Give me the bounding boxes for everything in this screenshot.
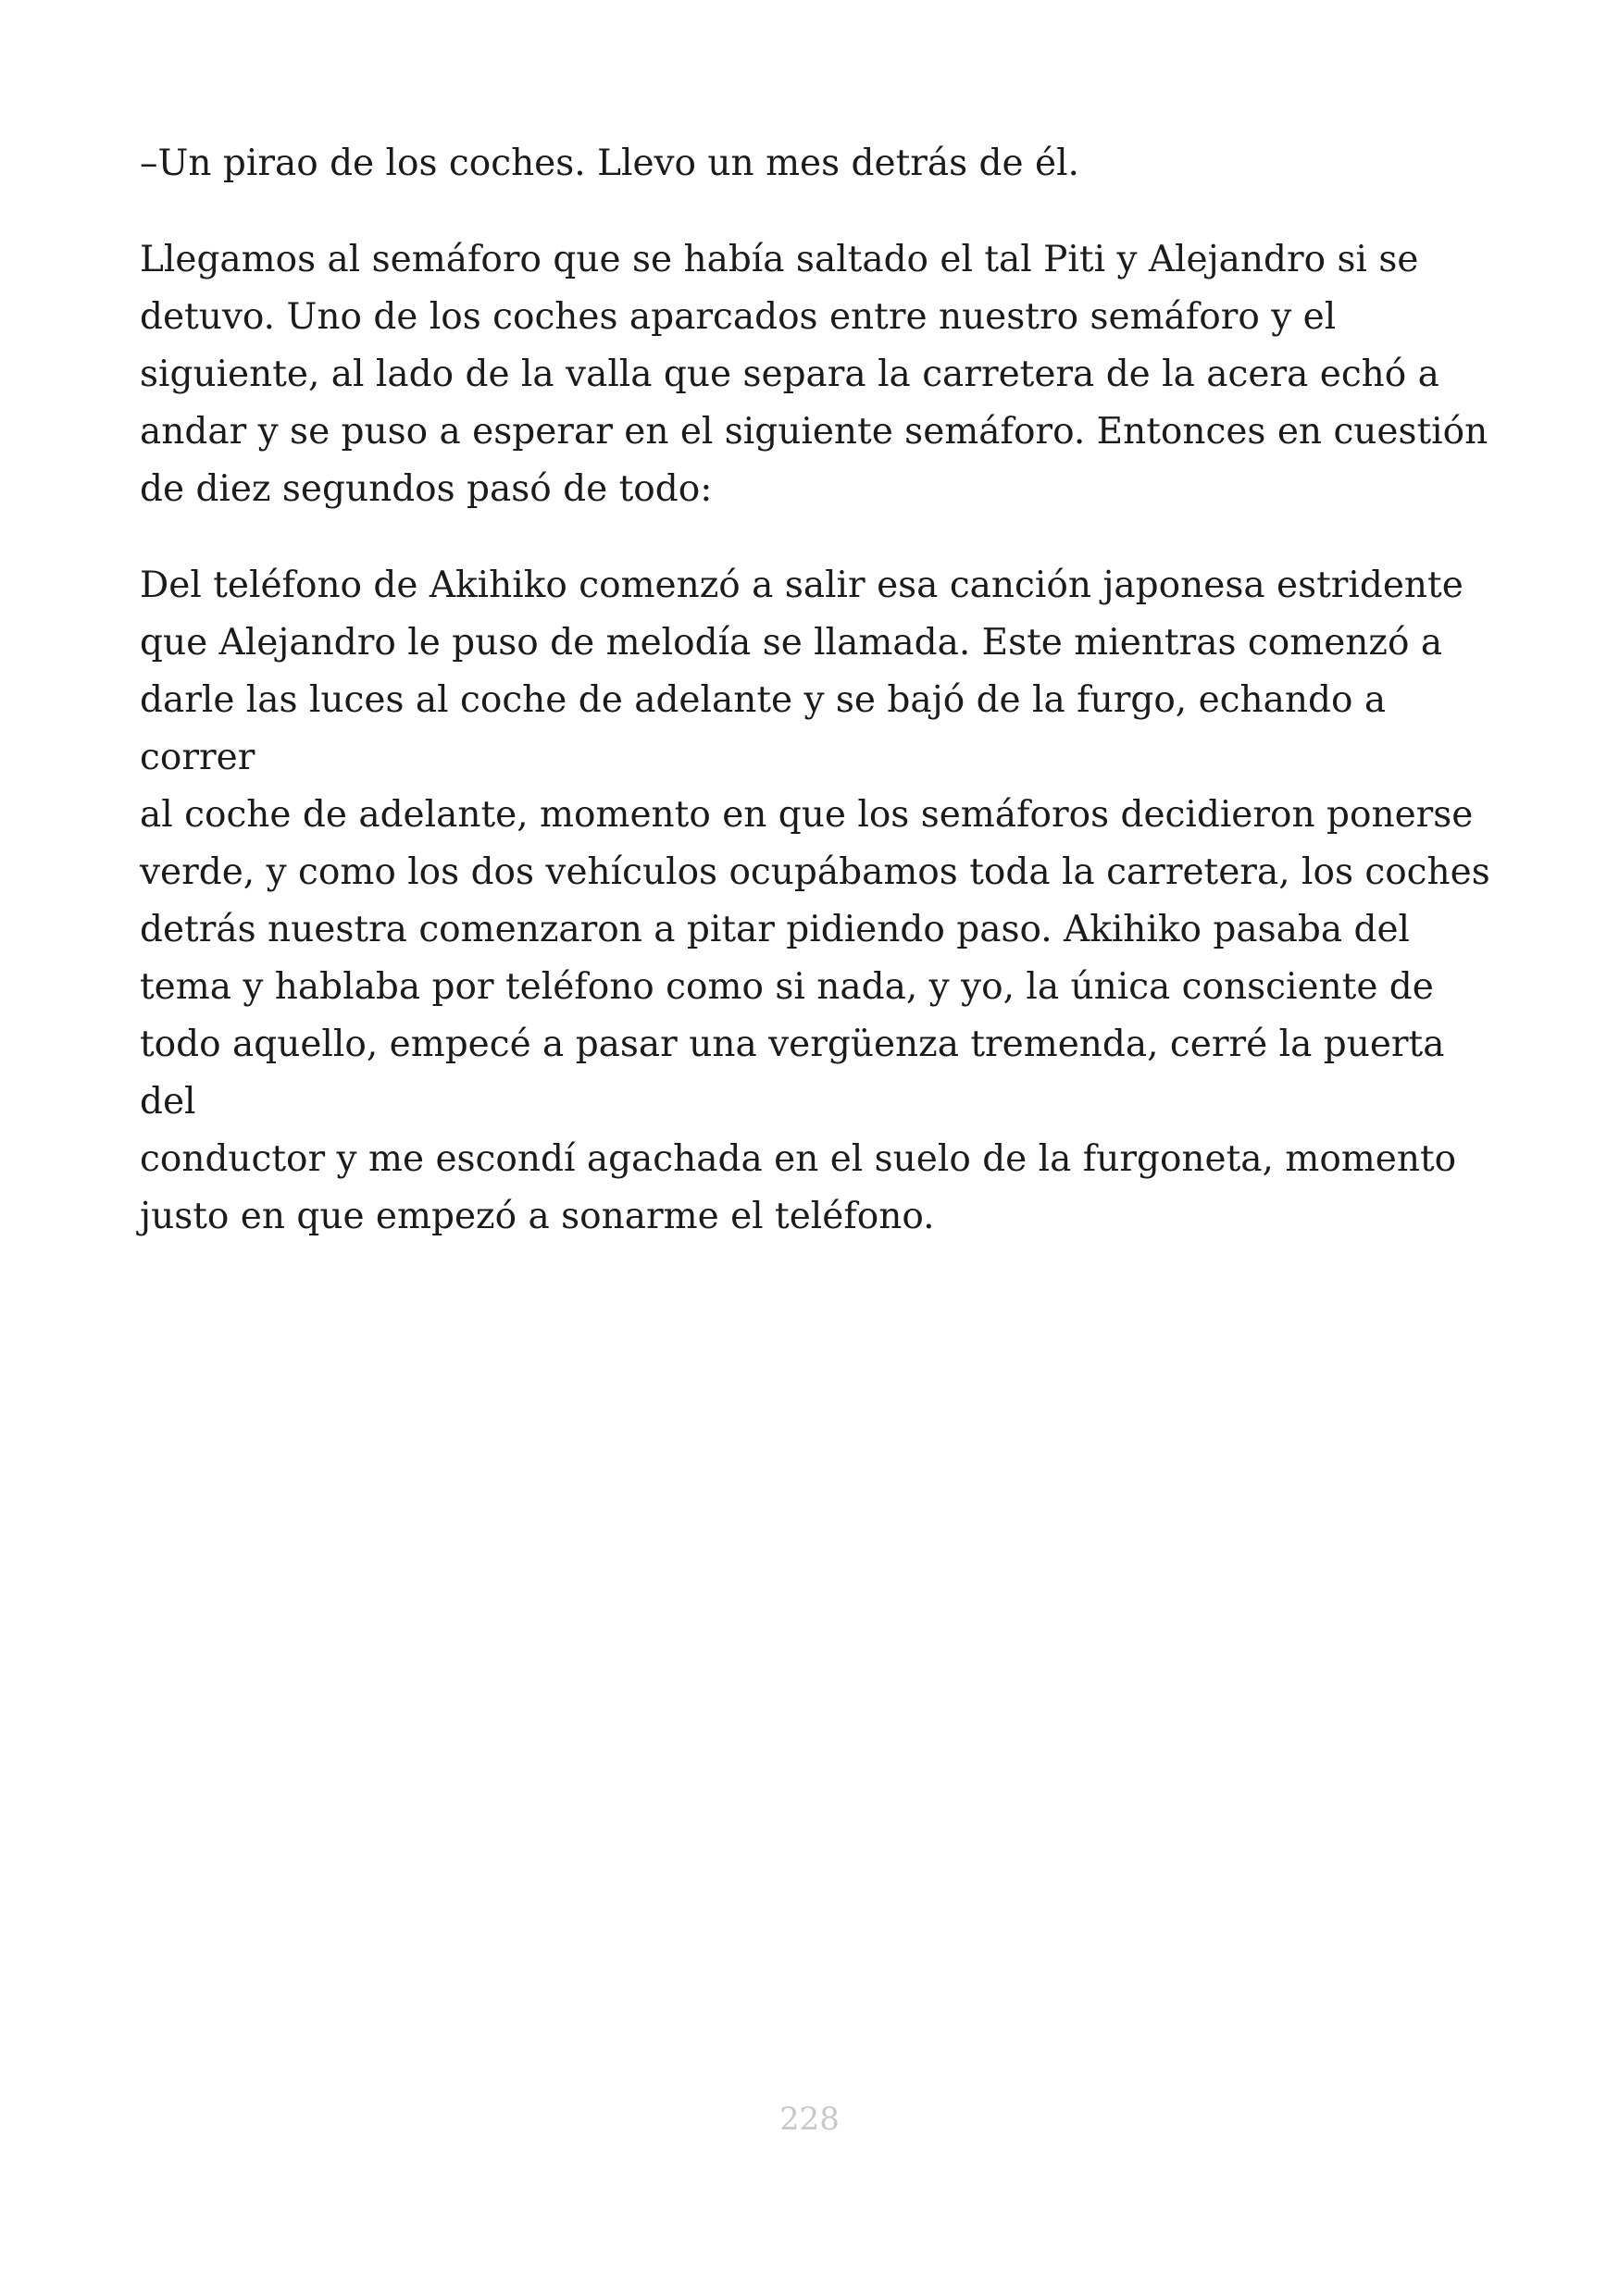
paragraph-phone-ringing: Del teléfono de Akihiko comenzó a salir esa canción japonesa estridente que Alejandro le puso de melodía se llamada. Este mientras comenzó a darle las luces al coche de adelante y se bajó de la furgo, echando a correr al coche de adelante, momento en que los semáforos decidieron ponerse verde, y como los dos vehículos ocupábamos toda la carretera, los coches detrás nuestra comenzaron a pitar pidiendo paso. Akihiko pasaba del tema y hablaba por teléfono como si nada, y yo, la única consciente de todo aquello, empecé a pasar una vergüenza tremenda, cerré la puerta del conductor y me escondí agachada en el suelo de la furgoneta, momento justo en que empezó a sonarme el teléfono. xyxy=(140,565,1490,1237)
page-number: 228 xyxy=(779,2101,840,2138)
paragraph-traffic-light: Llegamos al semáforo que se había saltado el tal Piti y Alejandro si se detuvo. Uno de los coches aparcados entre nuestro semáforo y el siguiente, al lado de la valla que separa la carretera de la acera echó a andar y se puso a esperar en el siguiente semáforo. Entonces en cuestión de diez segundos pasó de todo: xyxy=(140,239,1488,510)
body-text xyxy=(140,135,1491,1285)
paragraph-dialogue: –Un pirao de los coches. Llevo un mes detrás de él. xyxy=(140,143,1079,184)
